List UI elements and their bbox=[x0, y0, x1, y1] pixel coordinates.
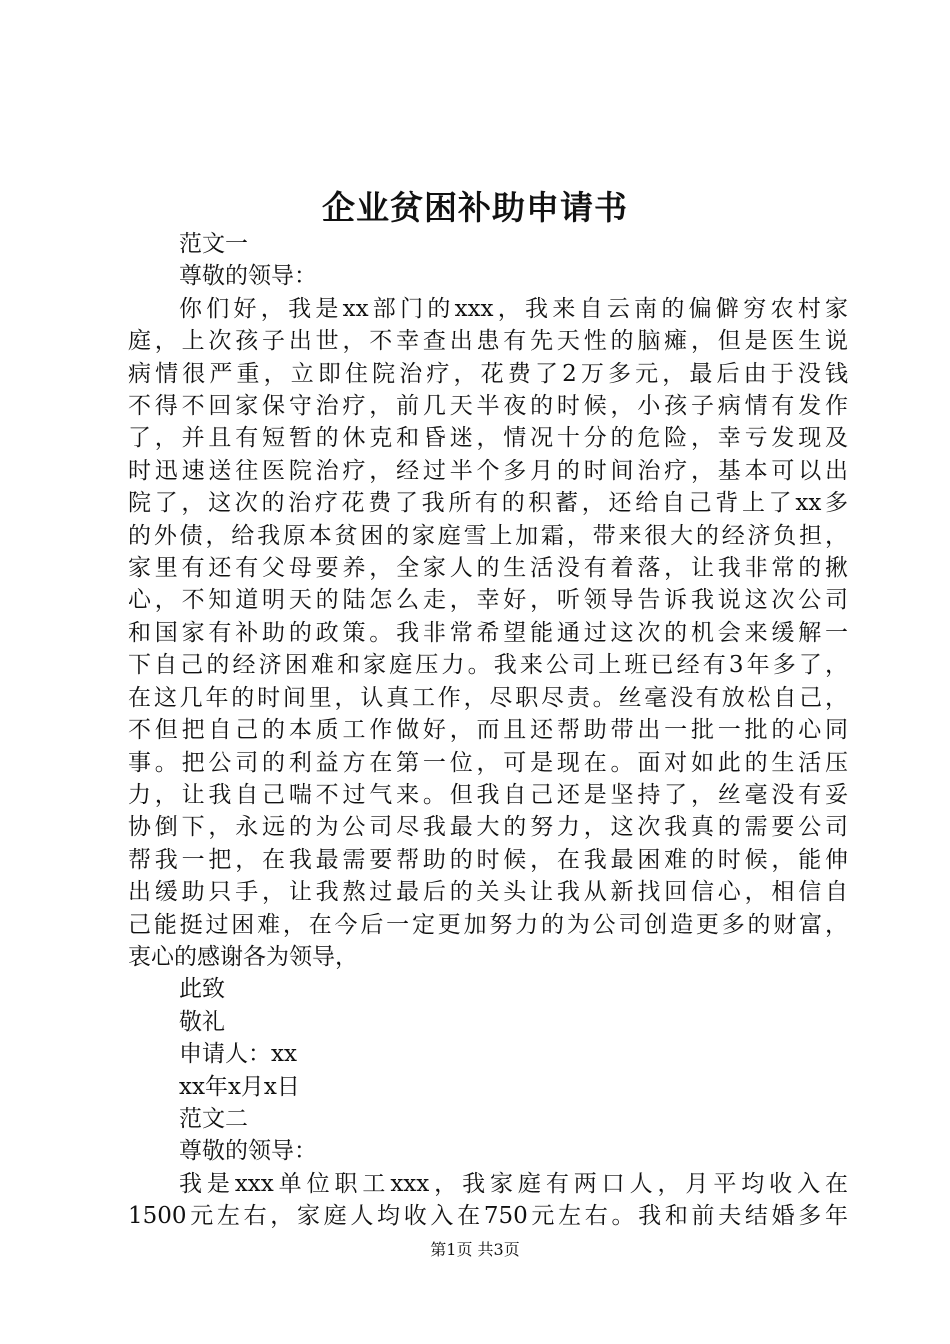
sample1-heading: 范文一 bbox=[179, 231, 248, 257]
paragraph-line: 心，不知道明天的陆怎么走，幸好，听领导告诉我说这次公司 bbox=[128, 587, 848, 614]
paragraph-line: 我是xxx单位职工xxx，我家庭有两口人，月平均收入在 bbox=[179, 1170, 848, 1197]
sample1-salutation: 尊敬的领导： bbox=[179, 263, 317, 290]
paragraph-line: 时迅速送往医院治疗，经过半个多月的时间治疗，基本可以出 bbox=[128, 457, 848, 484]
paragraph-line: 协倒下，永远的为公司尽我最大的努力，这次我真的需要公司 bbox=[128, 814, 848, 841]
paragraph-line: 不但把自己的本质工作做好，而且还帮助带出一批一批的心同 bbox=[128, 717, 848, 744]
closing-zhici: 此致 bbox=[179, 976, 225, 1003]
sample2-heading: 范文二 bbox=[179, 1105, 248, 1132]
paragraph-line: 1500元左右，家庭人均收入在750元左右。我和前夫结婚多年 bbox=[128, 1203, 848, 1230]
document-body bbox=[128, 228, 848, 1233]
paragraph-line: 家里有还有父母要养，全家人的生活没有着落，让我非常的揪 bbox=[128, 555, 848, 582]
sample2-paragraph bbox=[128, 1168, 848, 1233]
paragraph-line: 和国家有补助的政策。我非常希望能通过这次的机会来缓解一 bbox=[128, 619, 848, 646]
paragraph-line: 衷心的感谢各为领导， bbox=[128, 943, 358, 970]
paragraph-line: 帮我一把，在我最需要帮助的时候，在我最困难的时候，能伸 bbox=[128, 846, 848, 873]
document-title: 企业贫困补助申请书 bbox=[322, 188, 628, 227]
date-line: xx年x月x日 bbox=[179, 1073, 300, 1100]
paragraph-line: 病情很严重，立即住院治疗，花费了2万多元，最后由于没钱 bbox=[128, 360, 848, 387]
paragraph-line: 出缓助只手，让我熬过最后的关头让我从新找回信心，相信自 bbox=[128, 879, 848, 906]
page-footer: 第1页 共3页 bbox=[430, 1240, 520, 1259]
applicant-line: 申请人：xx bbox=[179, 1041, 297, 1068]
paragraph-line: 己能挺过困难，在今后一定更加努力的为公司创造更多的财富， bbox=[128, 911, 848, 938]
paragraph-line: 不得不回家保守治疗，前几天半夜的时候，小孩子病情有发作 bbox=[128, 393, 848, 420]
closing-jingli: 敬礼 bbox=[179, 1008, 225, 1035]
sample1-paragraph bbox=[128, 293, 848, 974]
paragraph-line: 了，并且有短暂的休克和昏迷，情况十分的危险，幸亏发现及 bbox=[128, 425, 848, 452]
paragraph-line: 院了，这次的治疗花费了我所有的积蓄，还给自己背上了xx多 bbox=[128, 490, 848, 517]
paragraph-line: 事。把公司的利益方在第一位，可是现在。面对如此的生活压 bbox=[128, 749, 848, 776]
paragraph-line: 庭，上次孩子出世，不幸查出患有先天性的脑瘫，但是医生说 bbox=[128, 328, 848, 355]
paragraph-line: 的外债，给我原本贫困的家庭雪上加霜，带来很大的经济负担， bbox=[128, 522, 848, 549]
paragraph-line: 你们好，我是xx部门的xxx，我来自云南的偏僻穷农村家 bbox=[179, 295, 848, 322]
paragraph-line: 下自己的经济困难和家庭压力。我来公司上班已经有3年多了， bbox=[128, 652, 848, 679]
sample2-salutation: 尊敬的领导： bbox=[179, 1138, 317, 1165]
paragraph-line: 力，让我自己喘不过气来。但我自己还是坚持了，丝毫没有妥 bbox=[128, 781, 848, 808]
paragraph-line: 在这几年的时间里，认真工作，尽职尽责。丝毫没有放松自己， bbox=[128, 684, 848, 711]
